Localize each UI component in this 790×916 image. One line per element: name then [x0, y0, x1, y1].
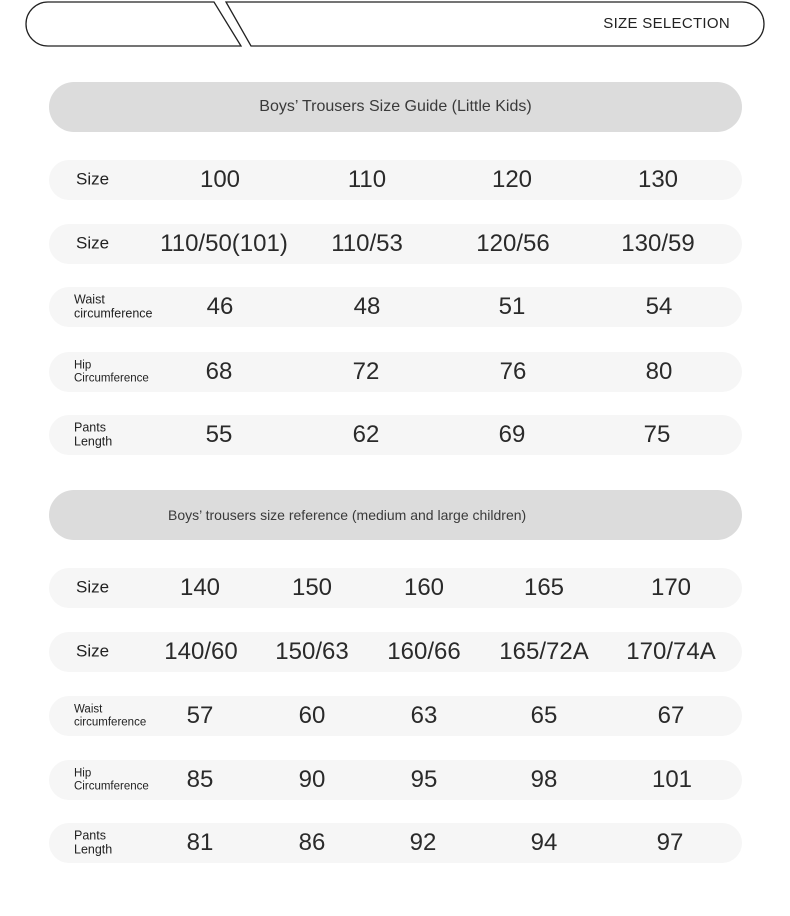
size-selection-tab-bar	[0, 0, 790, 50]
table-cell: 110	[347, 166, 387, 193]
table-cell: 95	[410, 766, 438, 793]
row-label-line: Pants	[74, 420, 106, 435]
table-cell: 63	[410, 702, 438, 729]
table-cell: 57	[186, 702, 214, 729]
table-row	[49, 415, 742, 455]
table-row	[49, 696, 742, 736]
table-row	[49, 352, 742, 392]
table-cell: 160/66	[387, 638, 461, 665]
section2-header	[49, 490, 742, 540]
table-cell: 92	[409, 829, 437, 856]
row-label: Size	[76, 641, 110, 661]
table-cell: 76	[499, 358, 527, 385]
table-cell: 55	[205, 421, 233, 448]
table-cell: 75	[643, 421, 671, 448]
table-cell: 165	[523, 574, 565, 601]
section1-title: Boys’ Trousers Size Guide (Little Kids)	[259, 98, 532, 115]
row-label	[74, 293, 153, 321]
table-cell: 65	[530, 702, 558, 729]
row-label-line: circumference	[74, 716, 147, 728]
table-cell: 67	[657, 702, 685, 729]
table-cell: 48	[353, 293, 381, 320]
row-label	[74, 767, 149, 792]
table-cell: 150	[291, 574, 333, 601]
table-row	[49, 568, 742, 608]
table-cell: 94	[530, 829, 558, 856]
table-cell: 51	[498, 293, 526, 320]
table-cell: 120/56	[476, 230, 550, 257]
table-cell: 90	[298, 766, 326, 793]
table-row	[49, 760, 742, 800]
row-label	[74, 359, 149, 384]
table-cell: 80	[645, 358, 673, 385]
table-cell: 170	[650, 574, 692, 601]
table-cell: 54	[645, 293, 673, 320]
table-cell: 100	[199, 166, 241, 193]
row-label-line: Waist	[74, 292, 105, 307]
table-cell: 72	[352, 358, 380, 385]
table-cell: 140	[179, 574, 221, 601]
table-cell: 165/72A	[499, 638, 589, 665]
row-label-line: circumference	[74, 306, 153, 320]
table-cell: 160	[403, 574, 445, 601]
table-row	[49, 632, 742, 672]
table-cell: 110/53	[331, 230, 403, 257]
row-label-line: Hip	[74, 767, 92, 780]
table-row	[49, 160, 742, 200]
table-cell: 86	[298, 829, 326, 856]
row-label-line: Hip	[74, 359, 92, 372]
table-cell: 62	[352, 421, 380, 448]
table-cell: 150/63	[275, 638, 349, 665]
table-cell: 101	[651, 766, 693, 793]
table-row	[49, 823, 742, 863]
row-label-line: Circumference	[74, 780, 149, 792]
row-label-line: Circumference	[74, 372, 149, 384]
table-cell: 97	[656, 829, 684, 856]
table-cell: 85	[186, 766, 214, 793]
row-label-line: Length	[74, 842, 113, 856]
table-cell: 81	[186, 829, 214, 856]
table-cell: 140/60	[164, 638, 238, 665]
table-row	[49, 287, 742, 327]
table-cell: 130/59	[621, 230, 695, 257]
table-cell: 46	[206, 293, 234, 320]
table-cell: 98	[530, 766, 558, 793]
table-cell: 120	[491, 166, 533, 193]
table-cell: 130	[637, 166, 679, 193]
table-cell: 68	[205, 358, 233, 385]
table-cell: 170/74A	[626, 638, 716, 665]
row-label-line: Pants	[74, 828, 106, 843]
row-label-line: Waist	[74, 703, 103, 716]
row-label: Size	[76, 233, 110, 253]
table-cell: 110/50(101)	[160, 230, 288, 257]
row-label	[74, 829, 112, 857]
row-label: Size	[76, 169, 110, 189]
table-cell: 69	[498, 421, 526, 448]
section2-title: Boys’ trousers size reference (medium and large children)	[168, 507, 527, 523]
table-cell: 60	[298, 702, 326, 729]
row-label: Size	[76, 577, 110, 597]
table-row	[49, 224, 742, 264]
size-selection-title: SIZE SELECTION	[603, 15, 730, 32]
section1-header	[49, 82, 742, 132]
row-label	[74, 421, 112, 449]
row-label	[74, 703, 146, 728]
row-label-line: Length	[74, 434, 113, 448]
